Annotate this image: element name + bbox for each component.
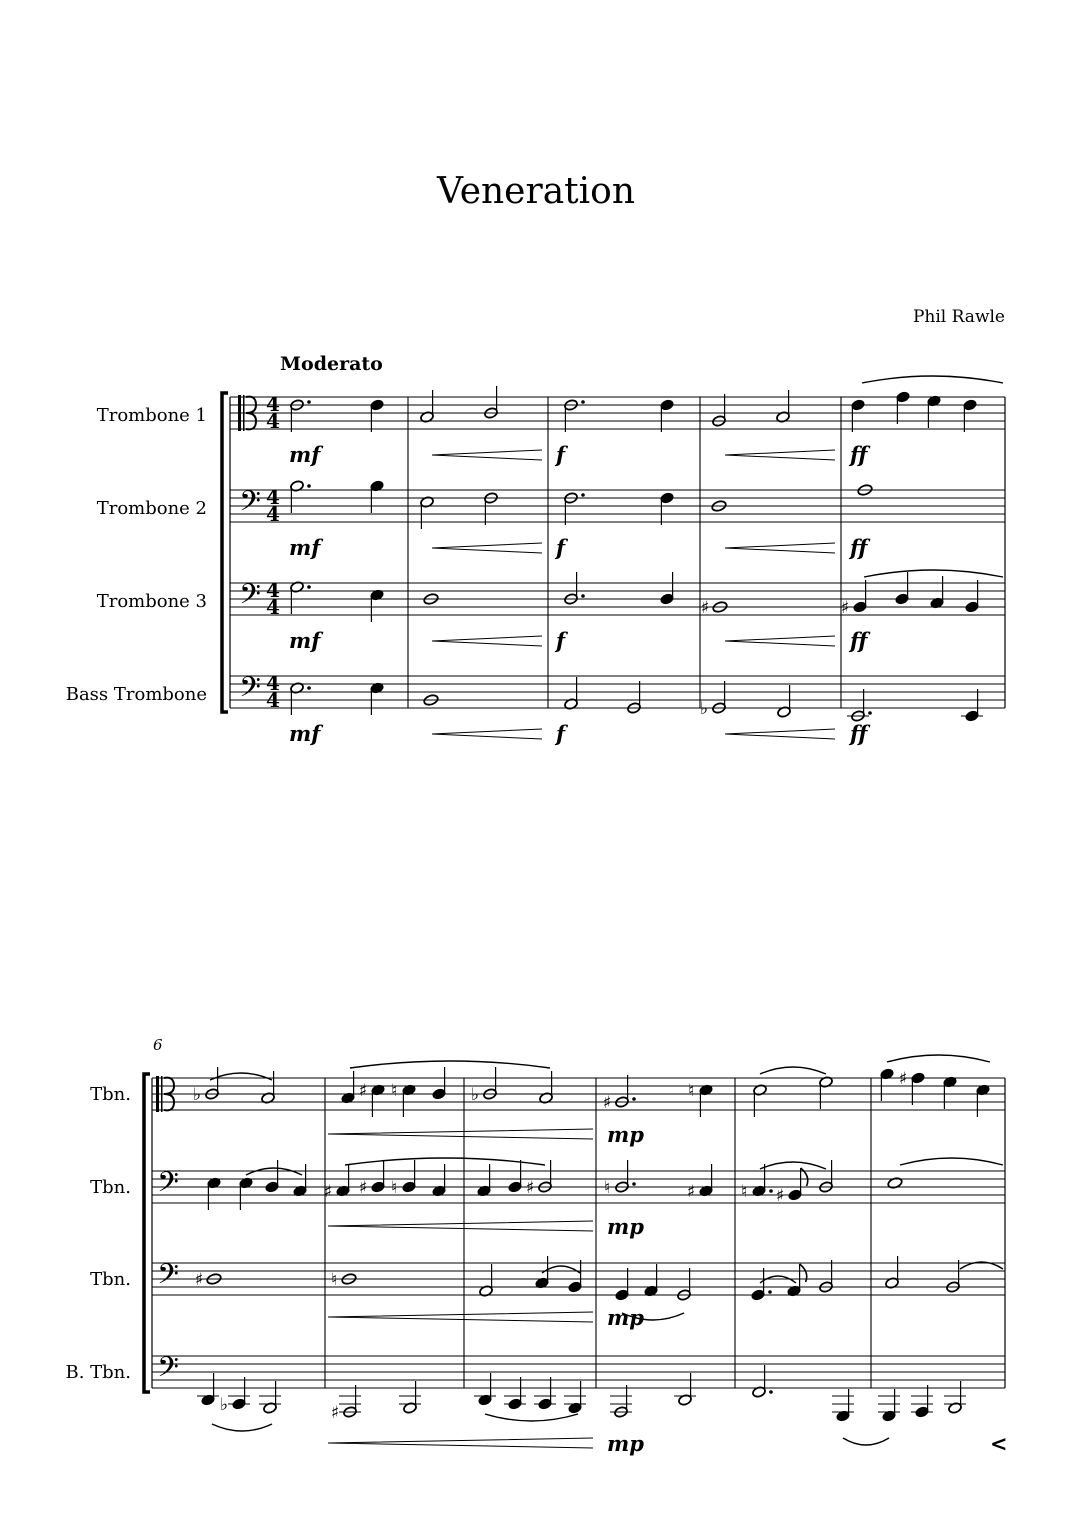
slur xyxy=(350,1061,550,1068)
slur xyxy=(210,1073,272,1080)
bass-clef-icon: 𝄢 xyxy=(239,671,261,711)
accidental: ♯ xyxy=(323,1182,333,1202)
dynamic-marking: f xyxy=(556,628,566,653)
slur xyxy=(212,1424,272,1431)
note-dot xyxy=(768,1290,772,1294)
crescendo-hairpin xyxy=(432,450,542,460)
dynamic-marking: mf xyxy=(289,628,321,653)
note-dot xyxy=(632,1097,636,1101)
note-dot xyxy=(581,400,585,404)
accidental: ♮ xyxy=(330,1270,338,1290)
dynamic-marking: f xyxy=(556,721,566,746)
slur xyxy=(862,376,1003,383)
alto-clef-icon xyxy=(238,395,241,431)
note-dot xyxy=(632,1182,636,1186)
instrument-short-name: B. Tbn. xyxy=(65,1362,131,1383)
alto-clef-icon xyxy=(156,1076,159,1112)
crescendo-hairpin xyxy=(328,1438,593,1448)
tempo-marking: Moderato xyxy=(280,353,383,375)
time-signature-bottom: 4 xyxy=(266,502,280,526)
crescendo-hairpin xyxy=(432,636,542,646)
dynamic-marking: ff xyxy=(850,535,868,560)
accidental: ♭ xyxy=(219,1395,229,1415)
note-dot xyxy=(307,484,311,488)
crescendo-hairpin xyxy=(432,729,542,739)
crescendo-mark: < xyxy=(990,1431,1008,1456)
time-signature-top: 4 xyxy=(266,671,280,695)
instrument-short-name: Tbn. xyxy=(90,1177,131,1198)
crescendo-hairpin xyxy=(328,1129,593,1139)
dynamic-marking: ff xyxy=(850,442,868,467)
instrument-name: Trombone 1 xyxy=(96,405,207,426)
accidental: ♮ xyxy=(687,1081,695,1101)
time-signature-bottom: 4 xyxy=(266,409,280,433)
accidental: ♮ xyxy=(390,1178,398,1198)
dynamic-marking: ff xyxy=(850,721,868,746)
crescendo-hairpin xyxy=(328,1312,593,1322)
accidental: ♯ xyxy=(358,1178,368,1198)
note-dot xyxy=(769,1189,773,1193)
dynamic-marking: mf xyxy=(289,721,321,746)
measure-number: 6 xyxy=(153,1036,163,1054)
note-dot xyxy=(307,585,311,589)
instrument-name: Trombone 3 xyxy=(96,591,207,612)
accidental: ♮ xyxy=(603,1178,611,1198)
bass-clef-icon: 𝄢 xyxy=(239,485,261,525)
slur xyxy=(345,1158,545,1165)
alto-clef-icon xyxy=(161,1076,163,1112)
instrument-name: Bass Trombone xyxy=(65,684,207,705)
time-signature-top: 4 xyxy=(266,392,280,416)
accidental: ♯ xyxy=(525,1178,535,1198)
crescendo-hairpin xyxy=(725,729,835,739)
bass-clef-icon: 𝄢 xyxy=(157,1166,179,1206)
accidental: ♯ xyxy=(194,1270,204,1290)
notation-layer xyxy=(65,376,1007,1456)
slur xyxy=(900,1158,1003,1165)
crescendo-hairpin xyxy=(328,1221,593,1231)
accidental: ♭ xyxy=(470,1085,480,1105)
instrument-short-name: Tbn. xyxy=(90,1269,131,1290)
note-dot xyxy=(581,594,585,598)
accidental: ♮ xyxy=(390,1081,398,1101)
system-bracket xyxy=(222,393,228,712)
note-dot xyxy=(307,400,311,404)
accidental: ♯ xyxy=(330,1403,340,1423)
accidental: ♮ xyxy=(740,1182,748,1202)
accidental: ♭ xyxy=(192,1085,202,1105)
slur xyxy=(760,1067,826,1074)
accidental: ♯ xyxy=(602,1093,612,1113)
time-signature-bottom: 4 xyxy=(266,688,280,712)
dynamic-marking: f xyxy=(556,535,566,560)
accidental: ♯ xyxy=(898,1069,908,1089)
note-dot xyxy=(868,711,872,715)
dynamic-marking: ff xyxy=(850,628,868,653)
slur xyxy=(887,1055,990,1062)
time-signature-bottom: 4 xyxy=(266,595,280,619)
score-title: Veneration xyxy=(437,171,635,212)
slur xyxy=(760,1162,826,1169)
accidental: ♯ xyxy=(775,1186,785,1206)
accidental: ♯ xyxy=(840,598,850,618)
accidental: ♯ xyxy=(358,1081,368,1101)
time-signature-top: 4 xyxy=(266,578,280,602)
note-dot xyxy=(769,1390,773,1394)
dynamic-marking: mp xyxy=(607,1431,644,1456)
composer-name: Phil Rawle xyxy=(912,307,1005,327)
dynamic-marking: mp xyxy=(607,1214,644,1239)
bass-clef-icon: 𝄢 xyxy=(239,578,261,618)
slur xyxy=(864,570,1003,577)
alto-clef-icon xyxy=(243,395,245,431)
system-bracket xyxy=(144,1074,150,1392)
dynamic-marking: mf xyxy=(289,535,321,560)
crescendo-hairpin xyxy=(725,450,835,460)
crescendo-hairpin xyxy=(432,543,542,553)
instrument-short-name: Tbn. xyxy=(90,1084,131,1105)
crescendo-hairpin xyxy=(725,636,835,646)
accidental: ♯ xyxy=(700,598,710,618)
accidental: ♭ xyxy=(699,699,709,719)
dynamic-marking: mf xyxy=(289,442,321,467)
time-signature-top: 4 xyxy=(266,485,280,509)
slur xyxy=(485,1414,578,1421)
note-dot xyxy=(307,686,311,690)
note-dot xyxy=(581,493,585,497)
notehead xyxy=(887,1177,903,1190)
dynamic-marking: f xyxy=(556,442,566,467)
accidental: ♯ xyxy=(686,1182,696,1202)
dynamic-marking: mp xyxy=(607,1305,644,1330)
crescendo-hairpin xyxy=(725,543,835,553)
dynamic-marking: mp xyxy=(607,1122,644,1147)
bass-clef-icon: 𝄢 xyxy=(157,1351,179,1391)
instrument-name: Trombone 2 xyxy=(96,498,207,519)
bass-clef-icon: 𝄢 xyxy=(157,1258,179,1298)
slur xyxy=(843,1438,889,1445)
